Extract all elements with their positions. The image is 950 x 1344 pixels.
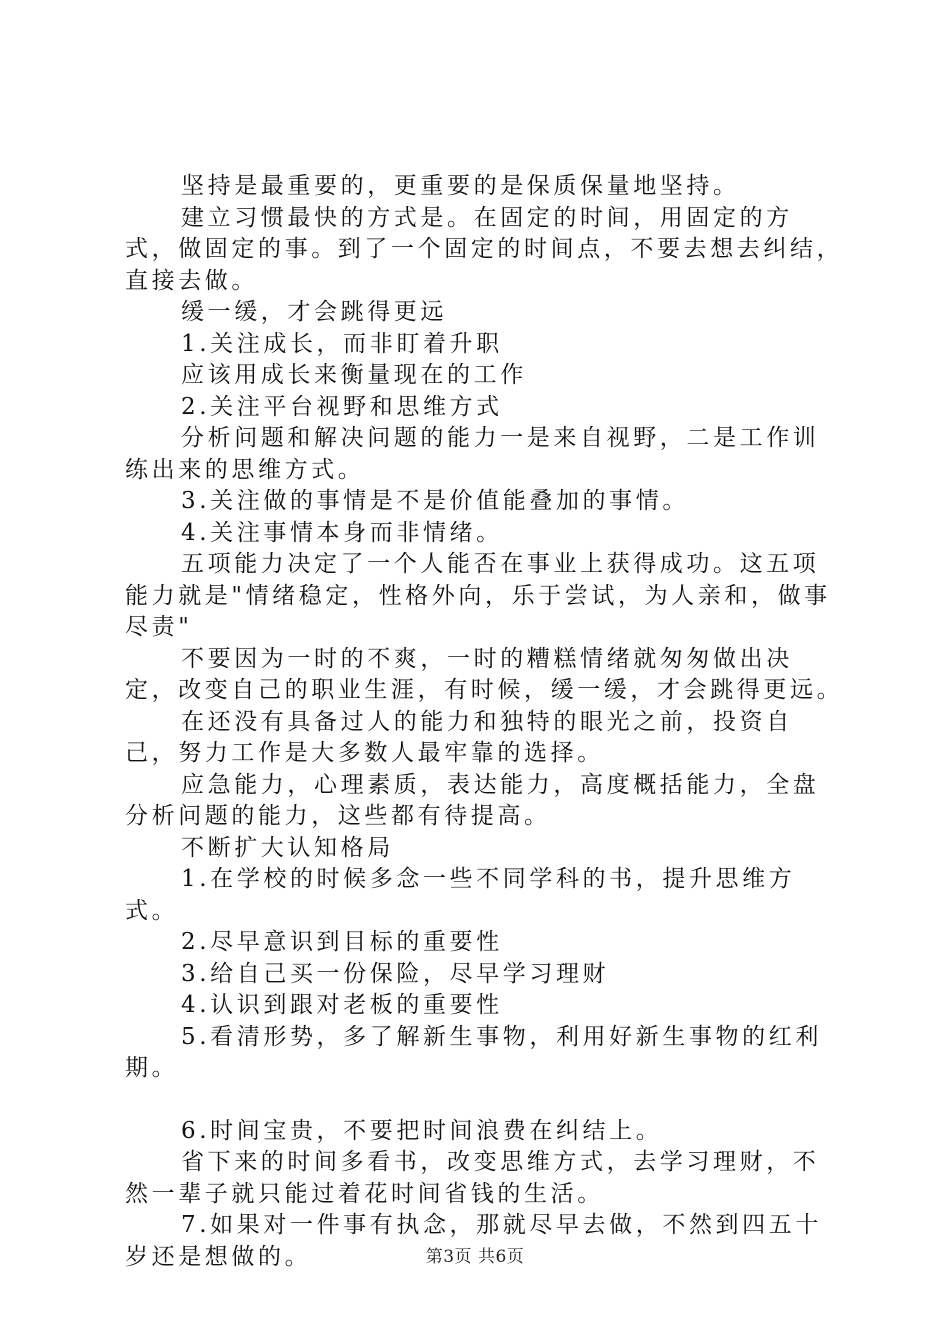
paragraph: 4.认识到跟对老板的重要性: [181, 992, 503, 1018]
document-body: [125, 171, 845, 1273]
paragraph: 6.时间宝贵，不要把时间浪费在纠结上。: [181, 1117, 663, 1144]
paragraph: 在还没有具备过人的能力和独特的眼光之前，投资自己，努力工作是大多数人最牢靠的选择。: [125, 708, 793, 766]
paragraph: 应急能力，心理素质，表达能力，高度概括能力，全盘分析问题的能力，这些都有待提高。: [125, 771, 820, 829]
paragraph: 5.看清形势，多了解新生事物，利用好新生事物的红利期。: [125, 1023, 822, 1081]
paragraph: 2.尽早意识到目标的重要性: [181, 929, 503, 955]
paragraph: 3.给自己买一份保险，尽早学习理财: [181, 960, 610, 987]
paragraph: 1.在学校的时候多念一些不同学科的书，提升思维方式。: [125, 866, 796, 924]
paragraph: 1.关注成长，而非盯着升职: [181, 330, 503, 357]
paragraph: 缓一缓，才会跳得更远: [181, 299, 447, 325]
paragraph: 7.如果对一件事有执念，那就尽早去做，不然到四五十岁还是想做的。: [125, 1212, 822, 1270]
paragraph: 不要因为一时的不爽，一时的糟糕情绪就匆匆做出决定，改变自己的职业生涯，有时候，缓一缓，才会跳得更远。: [125, 645, 844, 703]
paragraph: 建立习惯最快的方式是。在固定的时间，用固定的方式，做固定的事。到了一个固定的时间点，不要去想去纠结，直接去做。: [125, 204, 844, 294]
paragraph: 不断扩大认知格局: [181, 834, 394, 861]
paragraph: 4.关注事情本身而非情绪。: [181, 519, 503, 546]
paragraph: 省下来的时间多看书，改变思维方式，去学习理财，不然一辈子就只能过着花时间省钱的生活。: [125, 1149, 820, 1207]
paragraph: 分析问题和解决问题的能力一是来自视野，二是工作训练出来的思维方式。: [125, 425, 820, 483]
paragraph: 2.关注平台视野和思维方式: [181, 393, 503, 420]
paragraph: 应该用成长来衡量现在的工作: [181, 362, 527, 388]
paragraph: 坚持是最重要的，更重要的是保质保量地坚持。: [181, 173, 740, 199]
page-number-footer: 第3页 共6页: [425, 1247, 525, 1267]
paragraph: 五项能力决定了一个人能否在事业上获得成功。这五项能力就是"情绪稳定，性格外向，乐于尝试，为人亲和，做事尽责": [125, 551, 831, 640]
paragraph: 3.关注做的事情是不是价值能叠加的事情。: [181, 488, 689, 514]
